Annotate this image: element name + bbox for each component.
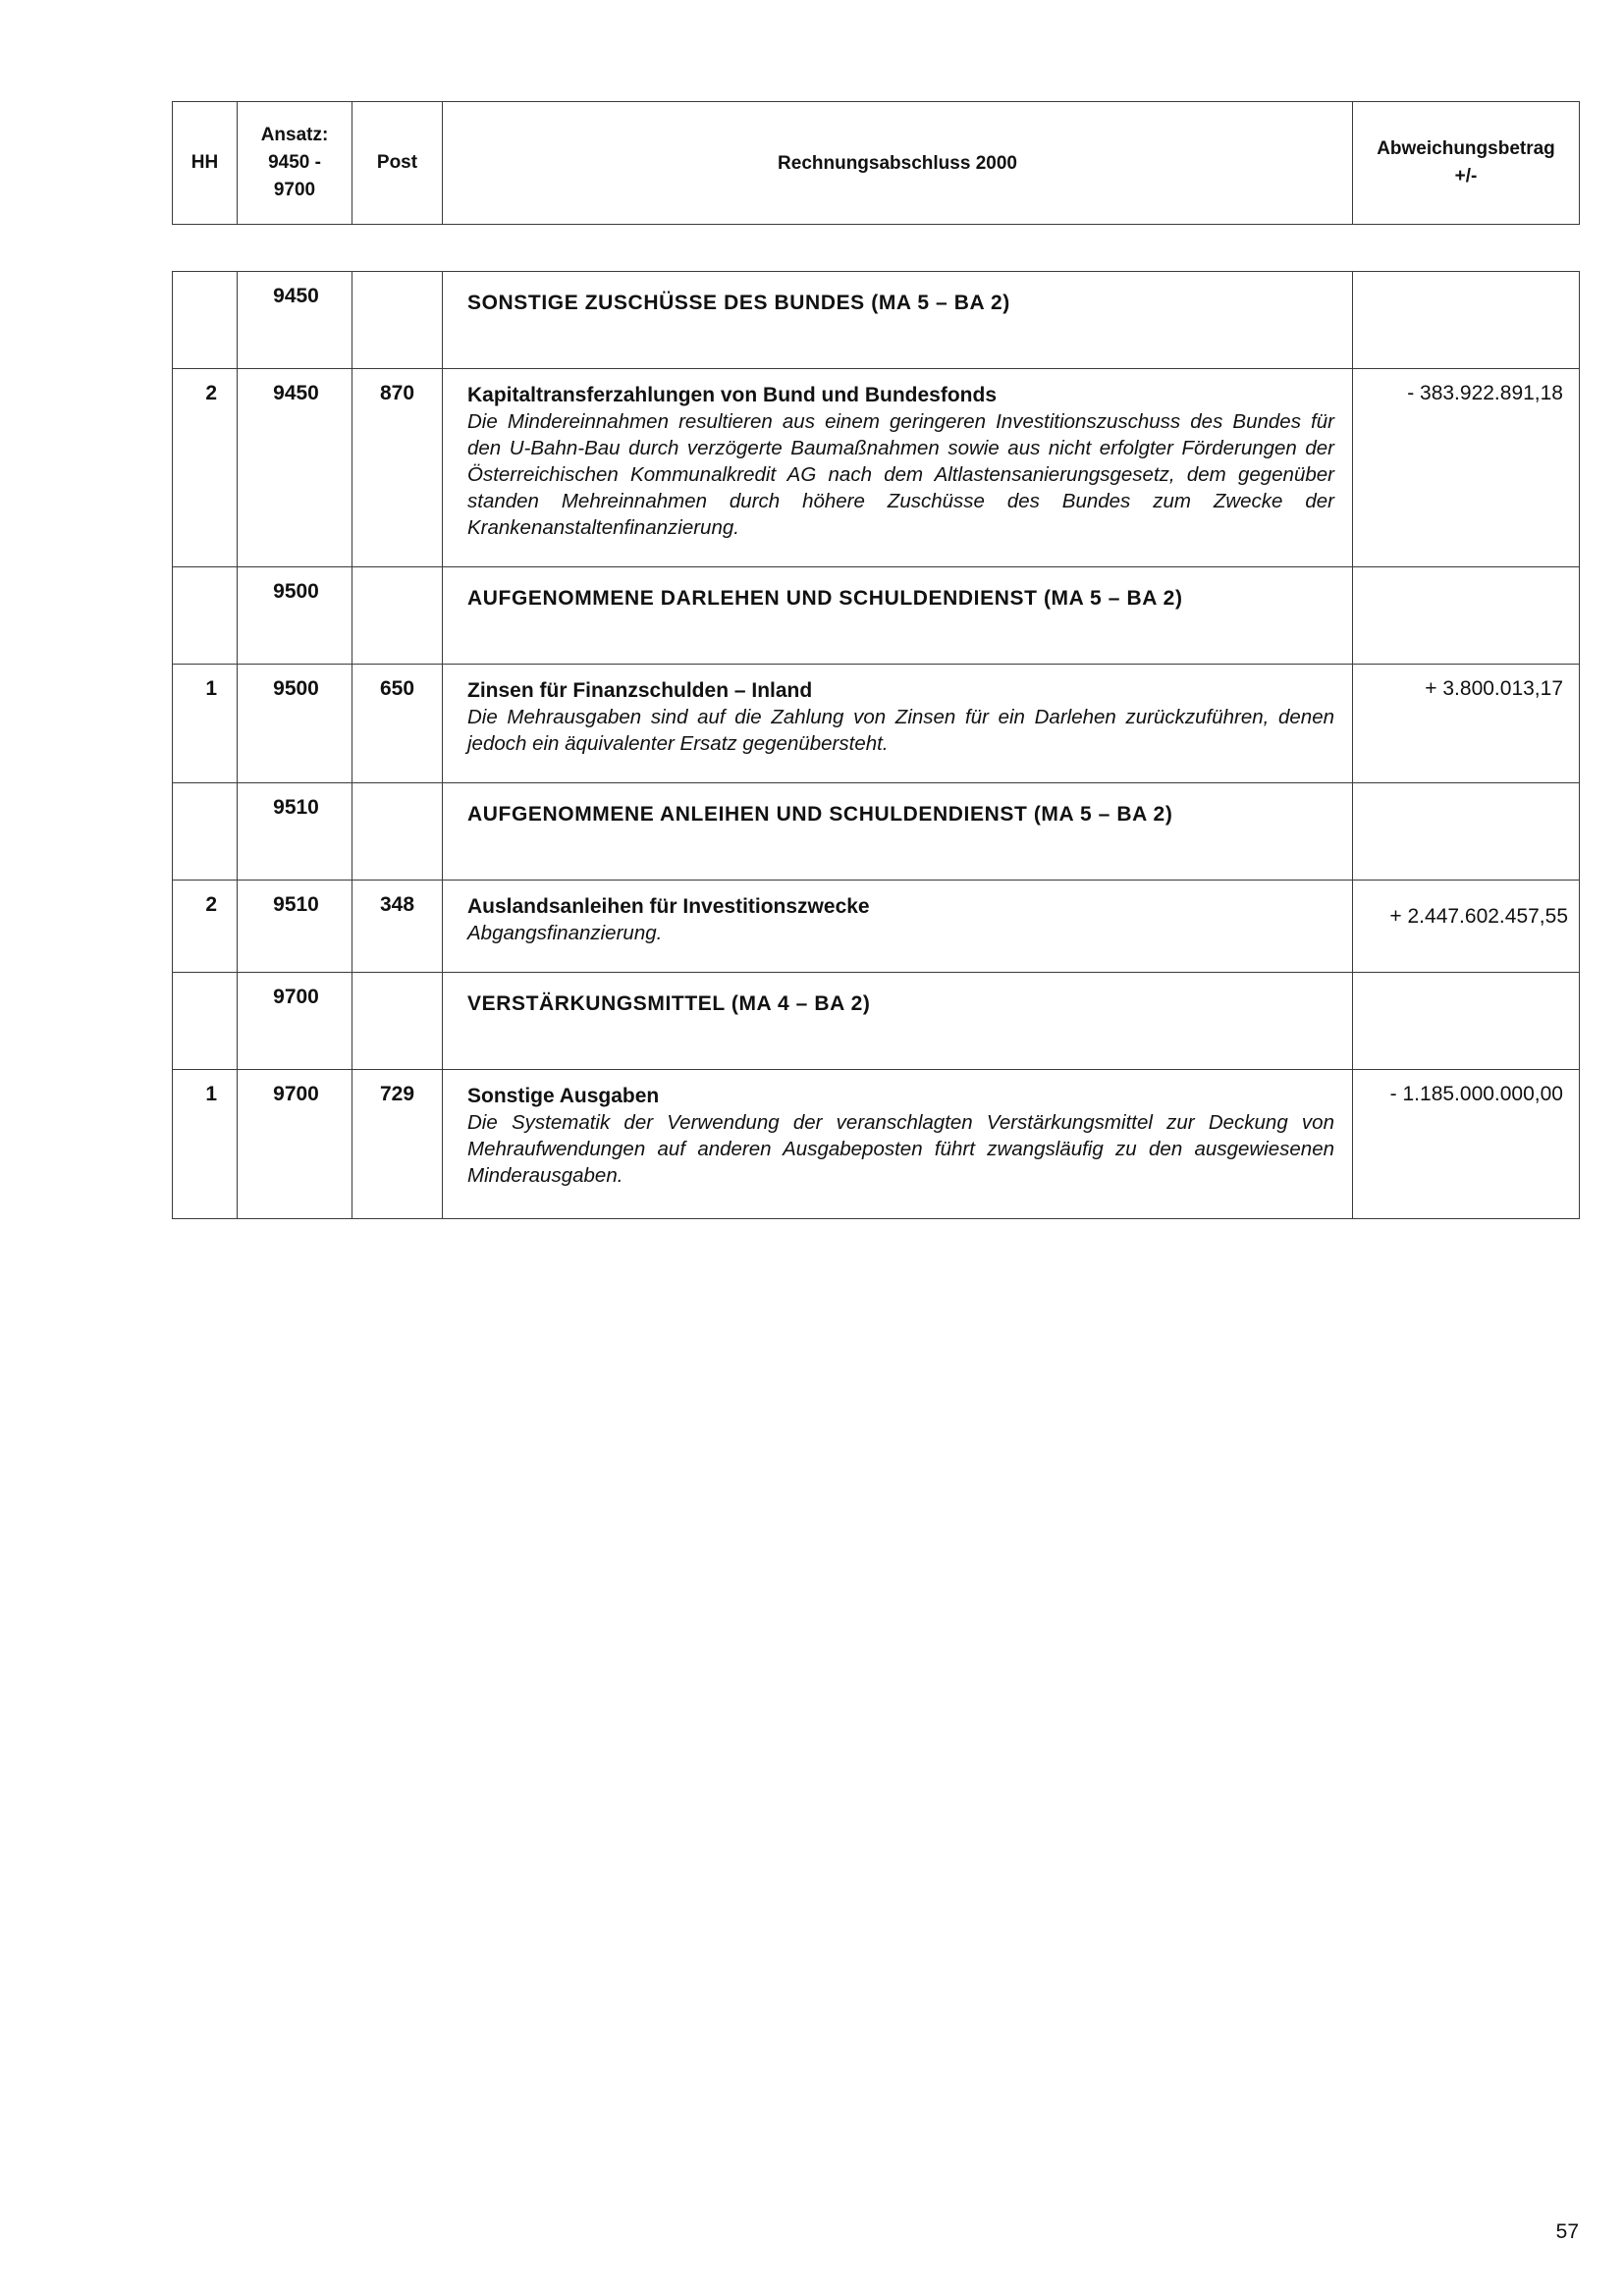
header-deviation-line2: +/- (1454, 166, 1478, 187)
row-amount: - 383.922.891,18 (1353, 369, 1580, 567)
row-ansatz: 9500 (238, 665, 352, 783)
item-description: Die Mehrausgaben sind auf die Zahlung von Zinsen für ein Darlehen zurückzuführen, denen jedoch ein äquivalenter Ersatz gegenübersteht. (467, 706, 1334, 755)
page-number: 57 (1555, 2220, 1579, 2243)
row-text (443, 665, 1353, 783)
header-deviation-line1: Abweichungsbetrag (1377, 138, 1555, 159)
group-title: AUFGENOMMENE DARLEHEN UND SCHULDENDIENST (MA 5 – BA 2) (467, 587, 1183, 610)
group-title: VERSTÄRKUNGSMITTEL (MA 4 – BA 2) (467, 992, 871, 1015)
row-amount: - 1.185.000.000,00 (1353, 1070, 1580, 1219)
row-text (443, 973, 1353, 1070)
item-title: Sonstige Ausgaben (467, 1085, 660, 1107)
row-text (443, 783, 1353, 881)
row-text (443, 1070, 1353, 1219)
item-row (173, 369, 1580, 567)
row-post: 729 (352, 1070, 443, 1219)
row-hh: 2 (173, 881, 238, 973)
item-title: Auslandsanleihen für Investitionszwecke (467, 895, 870, 918)
row-text (443, 881, 1353, 973)
row-amount (1353, 567, 1580, 665)
row-post (352, 973, 443, 1070)
row-post: 348 (352, 881, 443, 973)
row-amount: + 2.447.602.457,55 (1353, 881, 1580, 973)
row-ansatz: 9450 (238, 272, 352, 369)
header-title: Rechnungsabschluss 2000 (443, 102, 1353, 225)
row-amount: + 3.800.013,17 (1353, 665, 1580, 783)
row-post: 650 (352, 665, 443, 783)
group-row (173, 272, 1580, 369)
header-ansatz-line1: Ansatz: (260, 125, 329, 145)
row-post (352, 567, 443, 665)
header-ansatz (238, 102, 352, 225)
group-row (173, 567, 1580, 665)
row-ansatz: 9510 (238, 881, 352, 973)
row-amount (1353, 783, 1580, 881)
item-title: Zinsen für Finanzschulden – Inland (467, 679, 813, 702)
row-ansatz: 9510 (238, 783, 352, 881)
row-hh (173, 973, 238, 1070)
header-ansatz-line2: 9450 - (268, 152, 321, 173)
group-row (173, 973, 1580, 1070)
header-deviation (1353, 102, 1580, 225)
column-header-row (173, 102, 1580, 225)
group-title: SONSTIGE ZUSCHÜSSE DES BUNDES (MA 5 – BA 2) (467, 292, 1010, 314)
item-description: Die Systematik der Verwendung der veranschlagten Verstärkungsmittel zur Deckung von Mehraufwendungen auf anderen Ausgabeposten führt zwangsläufig zu den ausgewiesenen Minderausgaben. (467, 1111, 1334, 1187)
header-hh: HH (173, 102, 238, 225)
budget-table (172, 271, 1580, 1219)
item-description: Abgangsfinanzierung. (467, 922, 663, 944)
row-ansatz: 9500 (238, 567, 352, 665)
row-hh: 2 (173, 369, 238, 567)
row-text (443, 272, 1353, 369)
row-ansatz: 9700 (238, 973, 352, 1070)
item-title: Kapitaltransferzahlungen von Bund und Bundesfonds (467, 384, 998, 406)
row-post (352, 272, 443, 369)
row-hh (173, 783, 238, 881)
item-row (173, 665, 1580, 783)
row-ansatz: 9700 (238, 1070, 352, 1219)
group-title: AUFGENOMMENE ANLEIHEN UND SCHULDENDIENST (MA 5 – BA 2) (467, 803, 1173, 826)
header-post: Post (352, 102, 443, 225)
row-hh (173, 272, 238, 369)
group-row (173, 783, 1580, 881)
item-description: Die Mindereinnahmen resultieren aus einem geringeren Investitionszuschuss des Bundes für den U-Bahn-Bau durch verzögerte Baumaßnahmen sowie aus nicht erfolgter Förderungen der Österreichischen Kommunalkredit AG nach dem Altlastensanierungsgesetz, dem gegenüber standen Mehreinnahmen durch höhere Zuschüsse des Bundes zum Zwecke der Krankenanstaltenfinanzierung. (467, 410, 1334, 539)
row-ansatz: 9450 (238, 369, 352, 567)
header-ansatz-line3: 9700 (273, 180, 316, 200)
row-amount (1353, 272, 1580, 369)
item-row (173, 1070, 1580, 1219)
row-text (443, 369, 1353, 567)
row-post (352, 783, 443, 881)
row-amount (1353, 973, 1580, 1070)
row-hh: 1 (173, 1070, 238, 1219)
row-text (443, 567, 1353, 665)
row-hh: 1 (173, 665, 238, 783)
item-row (173, 881, 1580, 973)
row-post: 870 (352, 369, 443, 567)
column-header-table (172, 101, 1580, 225)
row-hh (173, 567, 238, 665)
